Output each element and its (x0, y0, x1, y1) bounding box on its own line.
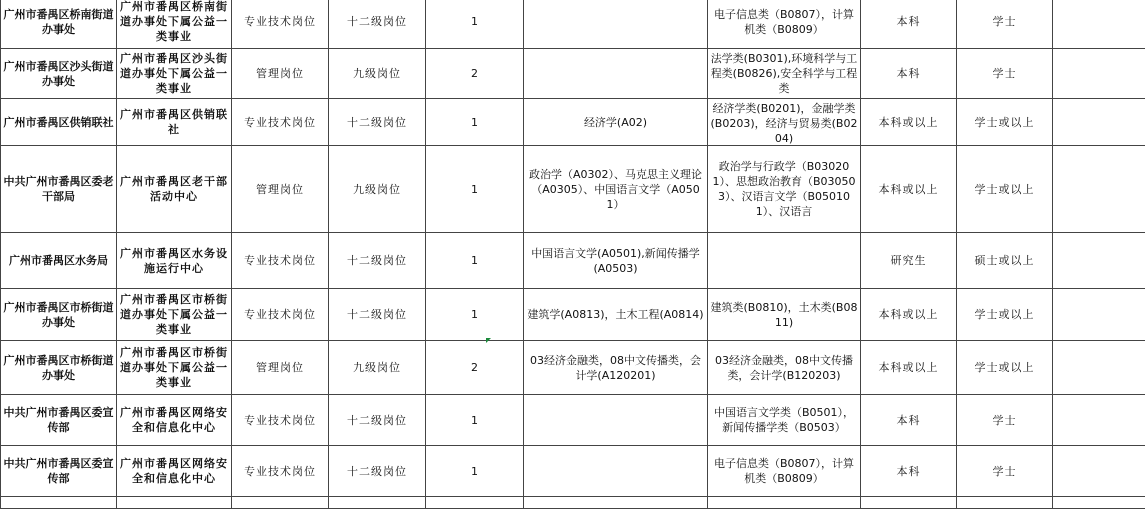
undergraduate-major-cell[interactable] (524, 0, 708, 49)
post-level-cell[interactable]: 十二级岗位 (329, 233, 426, 289)
graduate-major-cell[interactable] (708, 233, 861, 289)
empty-cell[interactable] (1, 497, 117, 509)
unit-cell[interactable]: 广州市番禺区水务局 (1, 233, 117, 289)
undergraduate-major-cell[interactable] (524, 395, 708, 446)
post-type-cell[interactable]: 管理岗位 (232, 146, 329, 233)
education-cell[interactable]: 本科或以上 (861, 341, 957, 395)
department-cell[interactable]: 广州市番禺区老干部活动中心 (117, 146, 232, 233)
education-cell[interactable]: 本科或以上 (861, 99, 957, 146)
graduate-major-cell[interactable]: 建筑类(B0810)，土木类(B0811) (708, 289, 861, 341)
post-level-cell[interactable]: 十二级岗位 (329, 0, 426, 49)
education-cell[interactable]: 本科 (861, 49, 957, 99)
degree-cell[interactable]: 学士 (957, 0, 1053, 49)
table-row (1, 146, 1145, 233)
unit-cell[interactable]: 中共广州市番禺区委宣传部 (1, 446, 117, 497)
blank-cell[interactable] (1053, 395, 1145, 446)
headcount-cell[interactable]: 1 (426, 99, 524, 146)
unit-cell[interactable]: 广州市番禺区供销联社 (1, 99, 117, 146)
undergraduate-major-cell[interactable]: 03经济金融类，08中文传播类，会计学(A120201) (524, 341, 708, 395)
empty-cell[interactable] (708, 497, 861, 509)
blank-cell[interactable] (1053, 146, 1145, 233)
unit-cell[interactable]: 中共广州市番禺区委宣传部 (1, 395, 117, 446)
blank-cell[interactable] (1053, 99, 1145, 146)
headcount-cell[interactable]: 1 (426, 446, 524, 497)
post-type-cell[interactable]: 专业技术岗位 (232, 289, 329, 341)
empty-cell[interactable] (1053, 497, 1145, 509)
blank-cell[interactable] (1053, 0, 1145, 49)
blank-cell[interactable] (1053, 341, 1145, 395)
department-cell[interactable]: 广州市番禺区沙头街道办事处下属公益一类事业 (117, 49, 232, 99)
blank-cell[interactable] (1053, 446, 1145, 497)
unit-cell[interactable]: 广州市番禺区桥南街道办事处 (1, 0, 117, 49)
education-cell[interactable]: 本科 (861, 395, 957, 446)
post-type-cell[interactable]: 专业技术岗位 (232, 395, 329, 446)
headcount-cell[interactable]: 1 (426, 289, 524, 341)
undergraduate-major-cell[interactable]: 经济学(A02) (524, 99, 708, 146)
graduate-major-cell[interactable]: 中国语言文学类（B0501），新闻传播学类（B0503） (708, 395, 861, 446)
table-row (1, 99, 1145, 146)
post-level-cell[interactable]: 十二级岗位 (329, 289, 426, 341)
post-type-cell[interactable]: 专业技术岗位 (232, 446, 329, 497)
graduate-major-cell[interactable]: 政治学与行政学（B030201）、思想政治教育（B030503）、汉语言文学（B050101）、汉语言 (708, 146, 861, 233)
department-cell[interactable]: 广州市番禺区网络安全和信息化中心 (117, 446, 232, 497)
cell-comment-marker (486, 338, 491, 343)
undergraduate-major-cell[interactable] (524, 446, 708, 497)
education-cell[interactable]: 本科或以上 (861, 289, 957, 341)
headcount-cell[interactable]: 1 (426, 146, 524, 233)
unit-cell[interactable]: 广州市番禺区市桥街道办事处 (1, 289, 117, 341)
headcount-cell[interactable]: 2 (426, 49, 524, 99)
post-level-cell[interactable]: 十二级岗位 (329, 99, 426, 146)
education-cell[interactable]: 本科或以上 (861, 146, 957, 233)
empty-cell[interactable] (117, 497, 232, 509)
table-row (1, 0, 1145, 49)
degree-cell[interactable]: 学士 (957, 395, 1053, 446)
department-cell[interactable]: 广州市番禺区桥南街道办事处下属公益一类事业 (117, 0, 232, 49)
table-row (1, 446, 1145, 497)
unit-cell[interactable]: 广州市番禺区市桥街道办事处 (1, 341, 117, 395)
empty-cell[interactable] (232, 497, 329, 509)
table-row (1, 49, 1145, 99)
department-cell[interactable]: 广州市番禺区供销联社 (117, 99, 232, 146)
blank-cell[interactable] (1053, 233, 1145, 289)
table-row (1, 341, 1145, 395)
degree-cell[interactable]: 学士或以上 (957, 146, 1053, 233)
blank-cell[interactable] (1053, 49, 1145, 99)
graduate-major-cell[interactable]: 03经济金融类，08中文传播类，会计学(B120203) (708, 341, 861, 395)
undergraduate-major-cell[interactable]: 中国语言文学(A0501),新闻传播学(A0503) (524, 233, 708, 289)
post-type-cell[interactable]: 专业技术岗位 (232, 233, 329, 289)
unit-cell[interactable]: 中共广州市番禺区委老干部局 (1, 146, 117, 233)
post-type-cell[interactable]: 专业技术岗位 (232, 99, 329, 146)
graduate-major-cell[interactable]: 电子信息类（B0807），计算机类（B0809） (708, 0, 861, 49)
headcount-cell[interactable]: 2 (426, 341, 524, 395)
headcount-cell[interactable]: 1 (426, 395, 524, 446)
undergraduate-major-cell[interactable] (524, 49, 708, 99)
department-cell[interactable]: 广州市番禺区网络安全和信息化中心 (117, 395, 232, 446)
post-level-cell[interactable]: 十二级岗位 (329, 446, 426, 497)
degree-cell[interactable]: 硕士或以上 (957, 233, 1053, 289)
headcount-cell[interactable]: 1 (426, 0, 524, 49)
empty-cell[interactable] (957, 497, 1053, 509)
graduate-major-cell[interactable]: 法学类(B0301),环境科学与工程类(B0826),安全科学与工程类 (708, 49, 861, 99)
empty-cell[interactable] (861, 497, 957, 509)
degree-cell[interactable]: 学士或以上 (957, 99, 1053, 146)
graduate-major-cell[interactable]: 电子信息类（B0807），计算机类（B0809） (708, 446, 861, 497)
table-row (1, 289, 1145, 341)
degree-cell[interactable]: 学士或以上 (957, 341, 1053, 395)
headcount-cell[interactable]: 1 (426, 233, 524, 289)
post-type-cell[interactable]: 管理岗位 (232, 49, 329, 99)
post-level-cell[interactable]: 九级岗位 (329, 341, 426, 395)
degree-cell[interactable]: 学士 (957, 49, 1053, 99)
undergraduate-major-cell[interactable]: 政治学（A0302）、马克思主义理论（A0305）、中国语言文学（A0501） (524, 146, 708, 233)
post-type-cell[interactable]: 专业技术岗位 (232, 0, 329, 49)
graduate-major-cell[interactable]: 经济学类(B0201)，金融学类(B0203)，经济与贸易类(B0204) (708, 99, 861, 146)
post-level-cell[interactable]: 十二级岗位 (329, 395, 426, 446)
post-level-cell[interactable]: 九级岗位 (329, 49, 426, 99)
education-cell[interactable]: 本科 (861, 0, 957, 49)
blank-cell[interactable] (1053, 289, 1145, 341)
empty-cell[interactable] (524, 497, 708, 509)
empty-cell[interactable] (426, 497, 524, 509)
table-row (1, 497, 1145, 509)
empty-cell[interactable] (329, 497, 426, 509)
degree-cell[interactable]: 学士或以上 (957, 289, 1053, 341)
education-cell[interactable]: 本科 (861, 446, 957, 497)
unit-cell[interactable]: 广州市番禺区沙头街道办事处 (1, 49, 117, 99)
degree-cell[interactable]: 学士 (957, 446, 1053, 497)
education-cell[interactable]: 研究生 (861, 233, 957, 289)
undergraduate-major-cell[interactable]: 建筑学(A0813)，土木工程(A0814) (524, 289, 708, 341)
table-row (1, 395, 1145, 446)
post-type-cell[interactable]: 管理岗位 (232, 341, 329, 395)
post-level-cell[interactable]: 九级岗位 (329, 146, 426, 233)
department-cell[interactable]: 广州市番禺区市桥街道办事处下属公益一类事业 (117, 341, 232, 395)
table-row (1, 233, 1145, 289)
department-cell[interactable]: 广州市番禺区水务设施运行中心 (117, 233, 232, 289)
department-cell[interactable]: 广州市番禺区市桥街道办事处下属公益一类事业 (117, 289, 232, 341)
